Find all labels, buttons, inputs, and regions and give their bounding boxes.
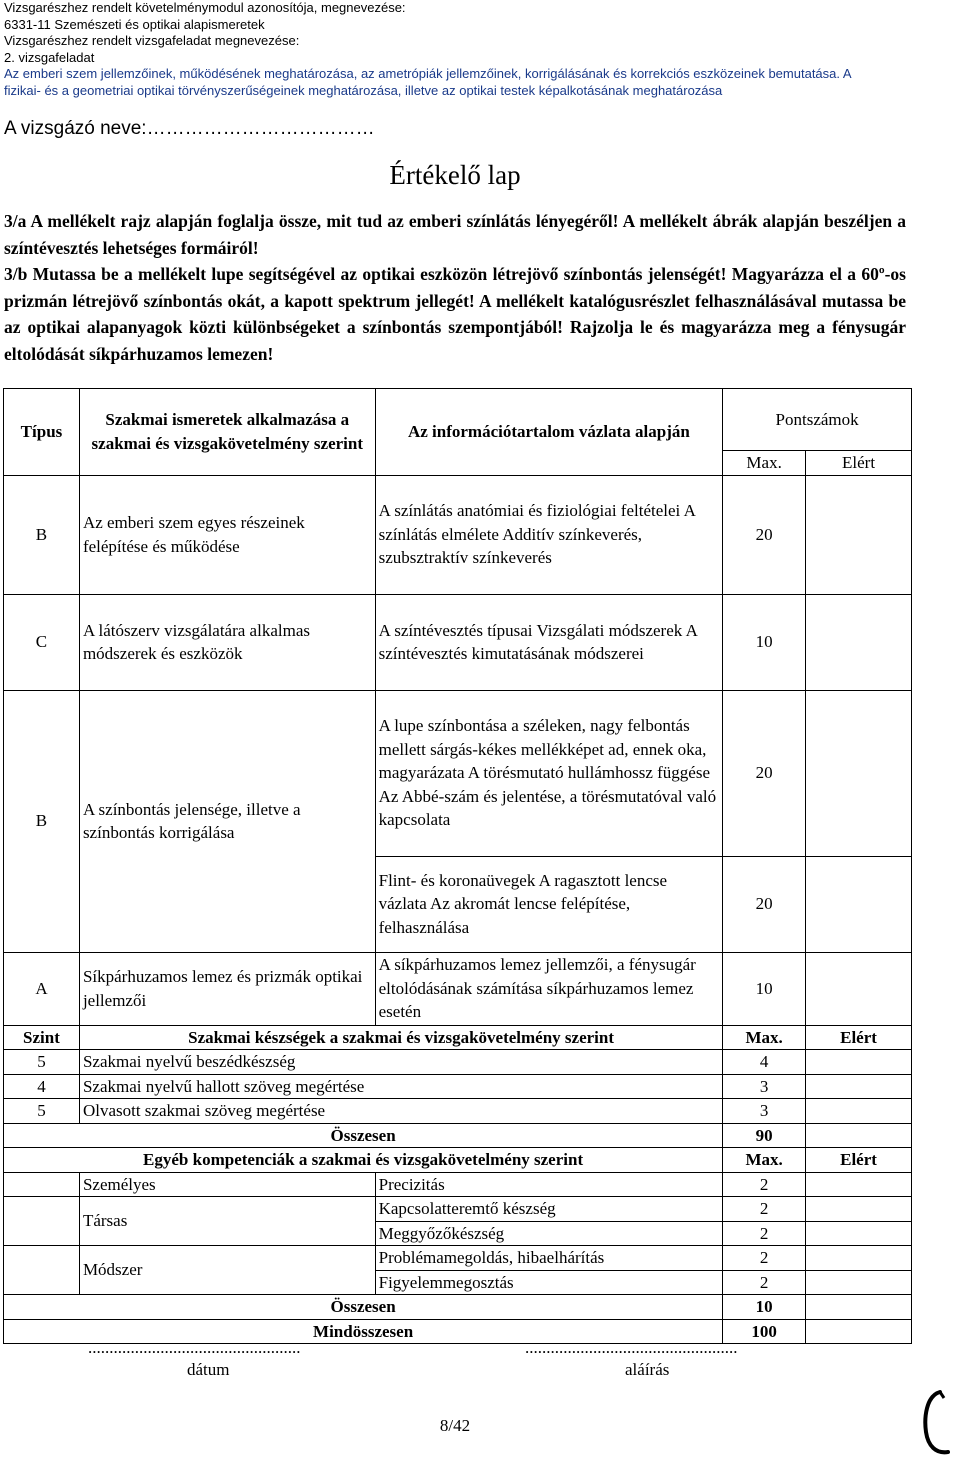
row-max: 10 (723, 594, 806, 690)
competency-max: 2 (723, 1197, 806, 1222)
total-label: Mindösszesen (4, 1319, 723, 1344)
competency-name: Problémamegoldás, hibaelhárítás (375, 1246, 723, 1271)
header-type: Típus (4, 389, 80, 476)
row-type: B (4, 475, 80, 594)
signature-label: aláírás (625, 1360, 670, 1379)
skill-name: Szakmai nyelvű beszédkészség (79, 1050, 722, 1075)
header-line: fizikai- és a geometriai optikai törvényszerűségeinek meghatározása, illetve az optikai testek képalkotásának meghatározása (4, 82, 723, 98)
header-max: Max. (723, 1148, 806, 1173)
row-achieved[interactable] (806, 690, 912, 856)
competencies-title: Egyéb kompetenciák a szakmai és vizsgakövetelmény szerint (4, 1148, 723, 1173)
row-content: A színtévesztés típusai Vizsgálati módszerek A színtévesztés kimutatásának módszerei (375, 594, 723, 690)
row-content: A színlátás anatómiai és fiziológiai feltételei A színlátás elmélete Additív színkeverés, szubsztraktív színkeverés (375, 475, 723, 594)
competency-max: 2 (723, 1172, 806, 1197)
competency-achieved[interactable] (806, 1197, 912, 1222)
subtotal-achieved[interactable] (806, 1295, 912, 1320)
skill-level: 4 (4, 1074, 80, 1099)
header-achieved: Elért (806, 1148, 912, 1173)
skill-level: 5 (4, 1099, 80, 1124)
competency-name: Kapcsolatteremtő készség (375, 1197, 723, 1222)
subtotal-row (4, 1123, 912, 1148)
skill-achieved[interactable] (806, 1050, 912, 1075)
header-points: Pontszámok (723, 389, 912, 451)
header-line: Vizsgarészhez rendelt vizsgafeladat megnevezése: (4, 33, 300, 48)
competency-row (4, 1172, 912, 1197)
skill-achieved[interactable] (806, 1099, 912, 1124)
header-max: Max. (723, 451, 806, 476)
table-row (4, 690, 912, 856)
row-type: C (4, 594, 80, 690)
skill-name: Szakmai nyelvű hallott szöveg megértése (79, 1074, 722, 1099)
table-row (4, 594, 912, 690)
competency-name: Figyelemmegosztás (375, 1270, 723, 1295)
subtotal-label: Összesen (4, 1123, 723, 1148)
subtotal-row (4, 1295, 912, 1320)
table-header-row (4, 389, 912, 451)
competency-row (4, 1197, 912, 1222)
row-max: 20 (723, 475, 806, 594)
row-content: Flint- és koronaüvegek A ragasztott lencse vázlata Az akromát lencse felépítése, felhasználása (375, 856, 723, 952)
logo-icon (918, 1388, 954, 1465)
row-type: A (4, 952, 80, 1025)
header-line: 6331-11 Szemészeti és optikai alapismeretek (4, 16, 265, 32)
row-achieved[interactable] (806, 594, 912, 690)
examinee-name-field: A vizsgázó neve:……………………………… (4, 118, 375, 139)
header-max: Max. (723, 1025, 806, 1050)
total-achieved[interactable] (806, 1319, 912, 1344)
task-paragraph: 3/b Mutassa be a mellékelt lupe segítségével az optikai eszközön létrejövő színbontás jelenségét! Magyarázza el a 60º-os prizmán létrejövő színbontás okát, a kapott spektrum jellegét! A mellékelt katalógusrészlet felhasználásával mutassa be az optikai alapanyagok közti különbségeket a színbontás szempontjából! Rajzolja le és magyarázza meg a fénysugár eltolódását síkpárhuzamos lemezen! (4, 264, 906, 364)
table-row (4, 475, 912, 594)
row-max: 10 (723, 952, 806, 1025)
skill-max: 3 (723, 1074, 806, 1099)
competency-max: 2 (723, 1246, 806, 1271)
skill-row (4, 1050, 912, 1075)
subtotal-value: 90 (723, 1123, 806, 1148)
page-title: Értékelő lap (389, 160, 521, 190)
competency-achieved[interactable] (806, 1246, 912, 1271)
row-achieved[interactable] (806, 856, 912, 952)
skill-row (4, 1074, 912, 1099)
competency-achieved[interactable] (806, 1172, 912, 1197)
competency-group: Módszer (79, 1246, 375, 1295)
skill-achieved[interactable] (806, 1074, 912, 1099)
skill-max: 4 (723, 1050, 806, 1075)
header-line: 2. vizsgafeladat (4, 49, 95, 65)
row-achieved[interactable] (806, 952, 912, 1025)
row-topic: A látószerv vizsgálatára alkalmas módszerek és eszközök (79, 594, 375, 690)
row-topic: Síkpárhuzamos lemez és prizmák optikai jellemzői (79, 952, 375, 1025)
skills-header-row (4, 1025, 912, 1050)
header-achieved: Elért (806, 1025, 912, 1050)
date-label: dátum (187, 1360, 230, 1379)
competency-group: Társas (79, 1197, 375, 1246)
document-header (4, 0, 954, 99)
row-content: A lupe színbontása a széleken, nagy felbontás mellett sárgás-kékes mellékképet ad, ennek oka, magyarázata A törésmutató hullámhossz függése Az Abbé-szám és jelentése, a törésmutatóval való kapcsolata (375, 690, 723, 856)
competency-name: Meggyőzőkészség (375, 1221, 723, 1246)
competency-max: 2 (723, 1221, 806, 1246)
competency-name: Precizitás (375, 1172, 723, 1197)
header-knowledge: Szakmai ismeretek alkalmazása a szakmai és vizsgakövetelmény szerint (79, 389, 375, 476)
task-description (4, 208, 906, 367)
skills-header-level: Szint (4, 1025, 80, 1050)
table-row (4, 952, 912, 1025)
competency-achieved[interactable] (806, 1270, 912, 1295)
skill-level: 5 (4, 1050, 80, 1075)
evaluation-table (3, 388, 912, 1344)
competency-row (4, 1246, 912, 1271)
signature-dotline: .................................................. (525, 1338, 738, 1357)
competency-achieved[interactable] (806, 1221, 912, 1246)
competency-group: Személyes (79, 1172, 375, 1197)
subtotal-label: Összesen (4, 1295, 723, 1320)
row-topic: A színbontás jelensége, illetve a színbontás korrigálása (79, 690, 375, 952)
skill-name: Olvasott szakmai szöveg megértése (79, 1099, 722, 1124)
skill-row (4, 1099, 912, 1124)
header-content: Az információtartalom vázlata alapján (375, 389, 723, 476)
task-paragraph: 3/a A mellékelt rajz alapján foglalja össze, mit tud az emberi színlátás lényegéről! A mellékelt ábrák alapján beszéljen a színtévesztés lehetséges formáiról! (4, 211, 906, 258)
total-value: 100 (723, 1319, 806, 1344)
header-line: Vizsgarészhez rendelt követelménymodul azonosítója, megnevezése: (4, 0, 406, 15)
competencies-header-row (4, 1148, 912, 1173)
header-line: Az emberi szem jellemzőinek, működésének meghatározása, az ametrópiák jellemzőinek, korrigálásának és korrekciós eszközeinek bemutatása. A (4, 66, 852, 81)
header-achieved: Elért (806, 451, 912, 476)
page-number: 8/42 (439, 1416, 471, 1435)
skill-max: 3 (723, 1099, 806, 1124)
row-type: B (4, 690, 80, 952)
row-content: A síkpárhuzamos lemez jellemzői, a fénysugár eltolódásának számítása síkpárhuzamos lemez esetén (375, 952, 723, 1025)
date-dotline: .................................................. (88, 1338, 301, 1357)
row-achieved[interactable] (806, 475, 912, 594)
subtotal-value: 10 (723, 1295, 806, 1320)
row-topic: Az emberi szem egyes részeinek felépítése és működése (79, 475, 375, 594)
competency-max: 2 (723, 1270, 806, 1295)
subtotal-achieved[interactable] (806, 1123, 912, 1148)
row-max: 20 (723, 690, 806, 856)
row-max: 20 (723, 856, 806, 952)
skills-header-title: Szakmai készségek a szakmai és vizsgakövetelmény szerint (79, 1025, 722, 1050)
